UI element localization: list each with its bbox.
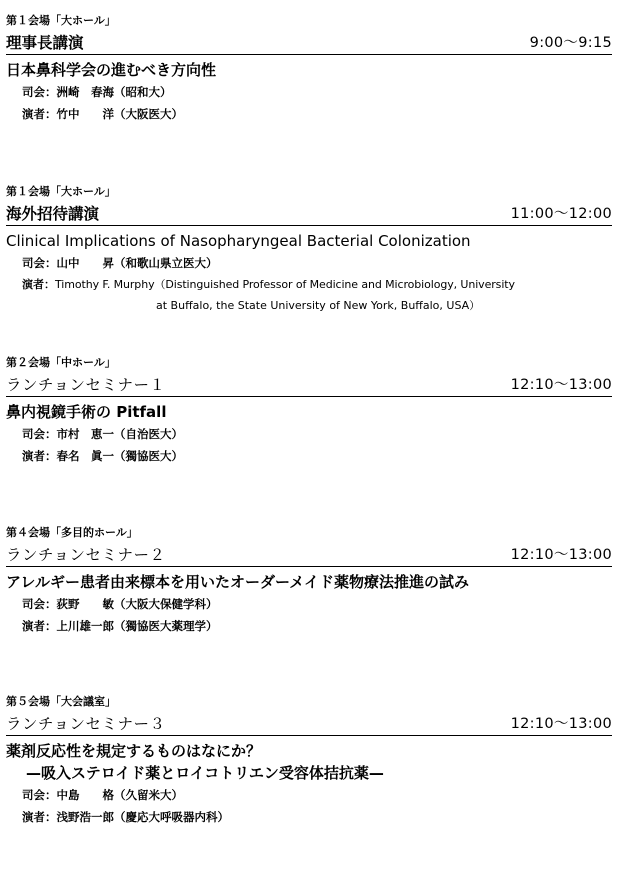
chair-name: 市村 恵一（自治医大） — [56, 427, 183, 441]
chair-name: 洲崎 春海（昭和大） — [56, 85, 172, 99]
session-block — [6, 526, 612, 695]
session-time: 9:00〜9:15 — [529, 35, 612, 51]
chair-label: 司会： — [22, 597, 57, 611]
chair-label: 司会： — [22, 85, 57, 99]
chair-name: 荻野 敏（大阪大保健学科） — [56, 597, 218, 611]
speaker-label: 演者： — [22, 107, 57, 121]
speaker-line — [6, 445, 612, 467]
session-title: ランチョンセミナー３ — [6, 715, 166, 733]
speaker-name: 浅野浩一郎（慶応大呼吸器内科） — [56, 810, 229, 824]
session-time: 11:00〜12:00 — [510, 206, 612, 222]
chair-label: 司会： — [22, 256, 57, 270]
lecture-title: 鼻内視鏡手術の Pitfall — [6, 403, 167, 421]
speaker-affiliation-line2: at Buffalo, the State University of New York, Buffalo, USA） — [156, 299, 481, 312]
lecture-title: 日本鼻科学会の進むべき方向性 — [6, 61, 217, 79]
session-block — [6, 356, 612, 526]
venue-label: 第５会場「大会議室」 — [6, 695, 116, 708]
session-block — [6, 185, 612, 356]
speaker-name: 竹中 洋（大阪医大） — [56, 107, 183, 121]
venue-label: 第１会場「大ホール」 — [6, 185, 116, 198]
speaker-label: 演者： — [22, 449, 57, 463]
session-time: 12:10〜13:00 — [510, 547, 612, 563]
session-header — [6, 201, 612, 226]
lecture-subtitle: —吸入ステロイド薬とロイコトリエン受容体拮抗薬— — [26, 764, 384, 782]
speaker-label: 演者： — [22, 619, 57, 633]
lecture-title: Clinical Implications of Nasopharyngeal Bacterial Colonization — [6, 232, 471, 250]
speaker-name: Timothy F. Murphy（Distinguished Professor of Medicine and Microbiology, University — [55, 278, 515, 291]
session-title: 理事長講演 — [6, 34, 84, 52]
session-time: 12:10〜13:00 — [510, 716, 612, 732]
session-time: 12:10〜13:00 — [510, 377, 612, 393]
session-header — [6, 542, 612, 567]
session-header — [6, 30, 612, 55]
venue-label: 第４会場「多目的ホール」 — [6, 526, 138, 539]
session-title: ランチョンセミナー２ — [6, 546, 166, 564]
speaker-line — [6, 103, 612, 125]
lecture-title: 薬剤反応性を規定するものはなにか？ — [6, 742, 262, 760]
speaker-label: 演者： — [22, 278, 55, 291]
session-title: 海外招待講演 — [6, 205, 100, 223]
session-title: ランチョンセミナー１ — [6, 376, 166, 394]
speaker-name: 上川雄一郎（獨協医大薬理学） — [56, 619, 218, 633]
program-page — [6, 14, 612, 855]
speaker-affiliation-continued — [6, 296, 612, 316]
speaker-label: 演者： — [22, 810, 57, 824]
session-block — [6, 695, 612, 855]
chair-line — [6, 252, 612, 274]
chair-label: 司会： — [22, 788, 57, 802]
chair-line — [6, 593, 612, 615]
speaker-line — [6, 806, 612, 828]
chair-line — [6, 81, 612, 103]
chair-name: 山中 昇（和歌山県立医大） — [56, 256, 218, 270]
chair-label: 司会： — [22, 427, 57, 441]
chair-name: 中島 格（久留米大） — [56, 788, 183, 802]
venue-label: 第２会場「中ホール」 — [6, 356, 116, 369]
chair-line — [6, 784, 612, 806]
speaker-line — [6, 615, 612, 637]
speaker-line — [6, 274, 612, 296]
lecture-title: アレルギー患者由来標本を用いたオーダーメイド薬物療法推進の試み — [6, 573, 469, 591]
session-header — [6, 711, 612, 736]
speaker-name: 春名 眞一（獨協医大） — [56, 449, 183, 463]
session-header — [6, 372, 612, 397]
chair-line — [6, 423, 612, 445]
session-block — [6, 14, 612, 185]
venue-label: 第１会場「大ホール」 — [6, 14, 116, 27]
